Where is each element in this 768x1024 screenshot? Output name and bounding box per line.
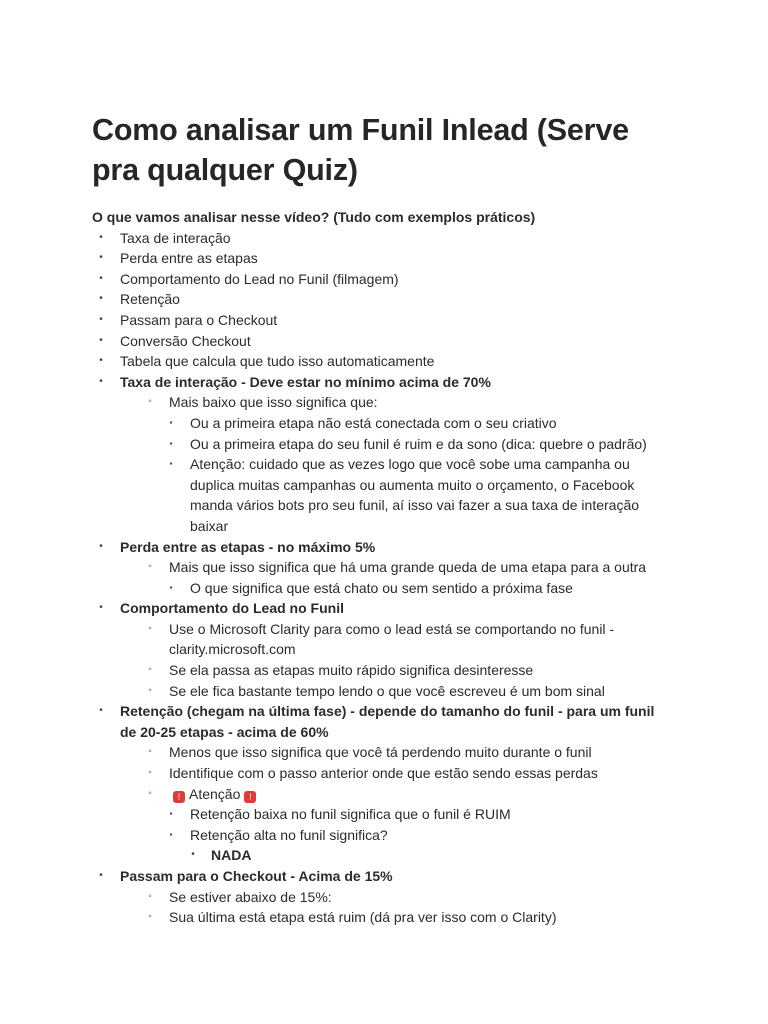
list-item [92,228,672,249]
list-item-text: Conversão Checkout [120,332,251,349]
list-item-text: Perda entre as etapas [120,250,258,267]
sublist [120,392,672,413]
list-item [120,804,672,825]
bullet-icon: • [99,313,103,325]
sublist [120,413,672,537]
list-item [120,907,672,928]
list-item [92,331,672,352]
list-item [92,289,672,310]
square-bullet-icon: ▪ [169,809,173,819]
list-item-text: Mais que isso significa que há uma grande queda de uma etapa para a outra [169,559,647,576]
section-comportamento-lead [92,598,672,701]
section-retencao [92,701,672,866]
list-item [120,557,672,578]
bullet-icon: • [99,293,103,305]
hollow-bullet-icon: ◦ [148,767,152,779]
section-perda-etapas [92,537,672,599]
list-item-text: Retenção [120,291,180,308]
bullet-icon: • [99,231,103,243]
hollow-bullet-icon: ◦ [148,684,152,696]
list-item [120,413,672,434]
list-item-text: O que significa que está chato ou sem sentido a próxima fase [190,579,573,596]
section-heading: Passam para o Checkout - Acima de 15% [120,868,393,884]
list-item [120,660,672,681]
list-item-text: Ou a primeira etapa não está conectada com o seu criativo [190,414,557,431]
list-item-text: Atenção: cuidado que as vezes logo que você sobe uma campanha ou duplica muitas campanhas ou aumenta muito o orçamento, o Facebook manda vários bots pro seu funil, aí isso vai fazer a sua taxa de interação baixar [190,456,640,534]
list-item-text: Comportamento do Lead no Funil (filmagem) [120,270,399,287]
list-item-text: Sua última está etapa está ruim (dá pra ver isso com o Clarity) [169,909,557,926]
document-body [92,207,672,928]
square-bullet-icon: ▪ [169,438,173,448]
sublist [120,804,672,845]
list-item-text: Identifique com o passo anterior onde que estão sendo essas perdas [169,765,598,782]
list-item [92,351,672,372]
hollow-bullet-icon: ◦ [148,561,152,573]
sublist [120,557,672,578]
list-item [120,392,672,413]
siren-icon: ! [244,791,256,803]
hollow-bullet-icon: ◦ [148,787,152,799]
bullet-icon: • [99,870,103,881]
square-bullet-icon: ▪ [169,417,173,427]
list-item [120,681,672,702]
bullet-icon: • [191,849,195,861]
section-heading: Perda entre as etapas - no máximo 5% [120,538,376,555]
list-item [120,742,672,763]
bullet-icon: • [99,540,103,552]
list-item [120,845,672,866]
sublist [120,887,672,928]
attention-label: Atenção [189,785,241,802]
sublist [120,742,672,804]
section-taxa-interacao [92,372,672,537]
hollow-bullet-icon: ◦ [148,746,152,758]
square-bullet-icon: ▪ [169,459,173,469]
list-item [92,269,672,290]
list-item [120,763,672,784]
bullet-icon: • [99,252,103,264]
square-bullet-icon: ▪ [169,582,173,592]
list-item [92,310,672,331]
list-item [120,825,672,846]
hollow-bullet-icon: ◦ [148,622,152,634]
section-heading: Comportamento do Lead no Funil [120,600,344,617]
list-item-text: Passam para o Checkout [120,311,278,328]
page-title: Como analisar um Funil Inlead (Serve pra qualquer Quiz) [92,113,629,187]
square-bullet-icon: ▪ [169,829,173,839]
list-item-text: NADA [211,847,252,864]
list-item [120,784,672,805]
list-item-text: Mais baixo que isso significa que: [169,394,378,411]
section-heading: Taxa de interação - Deve estar no mínimo acima de 70% [120,373,491,390]
bullet-icon: • [99,334,103,346]
bullet-icon: • [99,272,103,284]
overview-list [92,228,672,928]
section-subtitle: O que vamos analisar nesse vídeo? (Tudo com exemplos práticos) [92,209,536,225]
sublist [120,578,672,599]
list-item-text: Se estiver abaixo de 15%: [169,888,332,905]
list-item-text: Se ele fica bastante tempo lendo o que você escreveu é um bom sinal [169,682,605,699]
list-item-text: Menos que isso significa que você tá perdendo muito durante o funil [169,744,592,761]
list-item-text: Ou a primeira etapa do seu funil é ruim e da sono (dica: quebre o padrão) [190,435,647,452]
list-item-text: Retenção alta no funil significa? [190,826,388,843]
list-item [92,248,672,269]
list-item [120,454,672,536]
sublist [120,845,672,866]
list-item-text: Retenção baixa no funil significa que o funil é RUIM [190,806,511,823]
list-item-text: Taxa de interação [120,229,231,246]
bullet-icon: • [99,355,103,367]
list-item-text: Use o Microsoft Clarity para como o lead está se comportando no funil - clarity.microsoft.com [169,620,615,658]
hollow-bullet-icon: ◦ [148,396,152,408]
sublist [120,619,672,701]
bullet-icon: • [99,705,103,717]
section-checkout [92,866,672,928]
bullet-icon: • [99,602,103,614]
list-item [120,887,672,908]
siren-icon: ! [173,791,185,803]
hollow-bullet-icon: ◦ [148,890,152,902]
list-item [120,578,672,599]
list-item [120,434,672,455]
list-item [120,619,672,660]
hollow-bullet-icon: ◦ [148,911,152,923]
section-heading: Retenção (chegam na última fase) - depende do tamanho do funil - para um funil de 20-25 etapas - acima de 60% [120,703,655,740]
hollow-bullet-icon: ◦ [148,664,152,676]
list-item-text: Tabela que calcula que tudo isso automaticamente [120,353,435,370]
list-item-text: Se ela passa as etapas muito rápido significa desinteresse [169,662,534,679]
bullet-icon: • [99,375,103,387]
